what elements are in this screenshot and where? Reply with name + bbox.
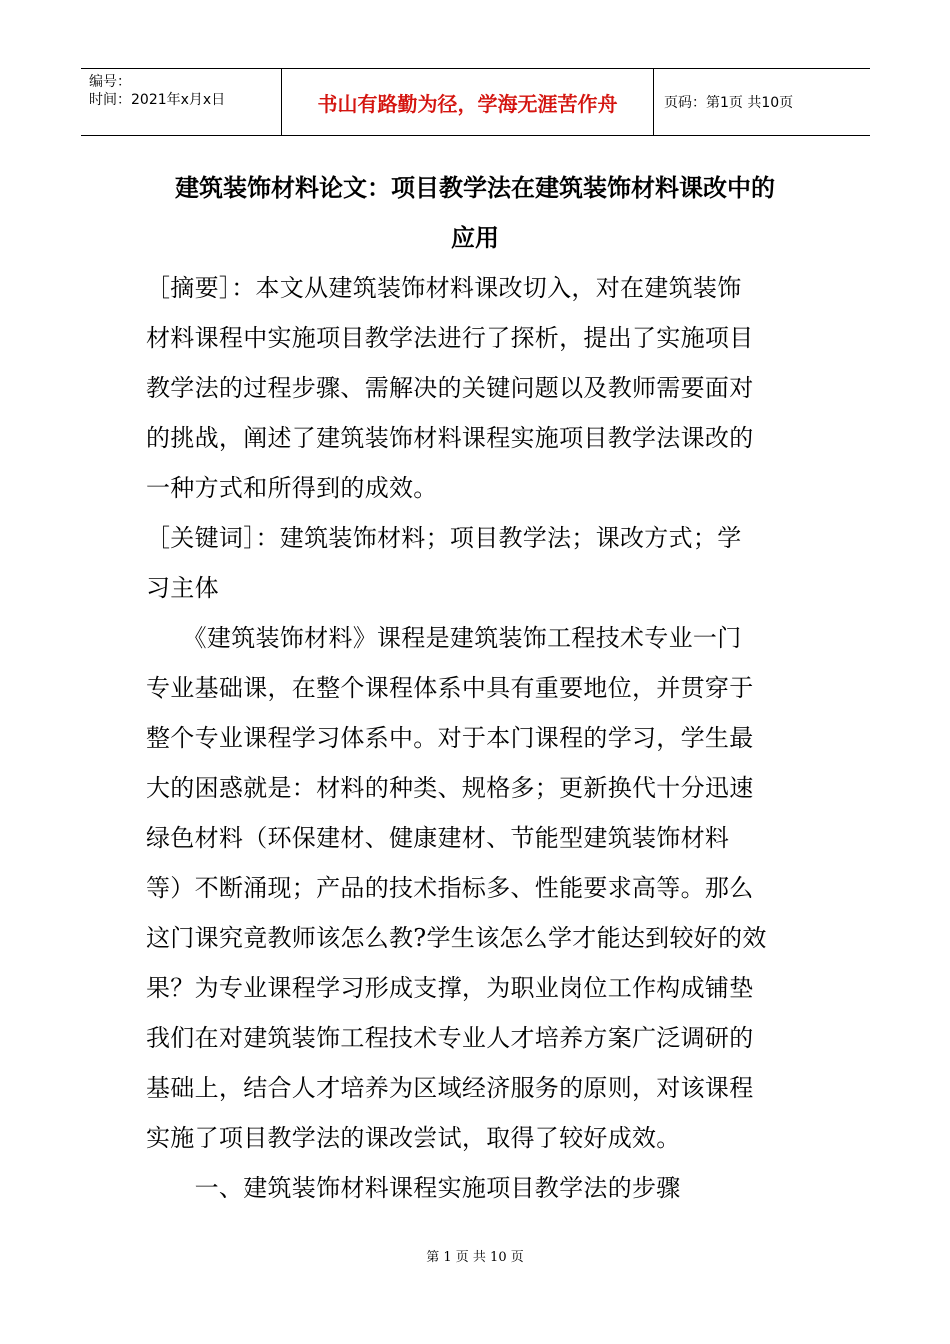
body-line: 专业基础课，在整个课程体系中具有重要地位，并贯穿于 bbox=[146, 674, 754, 702]
body-line: ［关键词］：建筑装饰材料；项目教学法；课改方式；学 bbox=[146, 524, 742, 552]
body-line: 习主体 bbox=[146, 574, 219, 602]
document-number-label: 编号： bbox=[89, 74, 131, 90]
body-line: 我们在对建筑装饰工程技术专业人才培养方案广泛调研的 bbox=[146, 1024, 754, 1052]
section-heading: 一、建筑装饰材料课程实施项目教学法的步骤 bbox=[146, 1174, 681, 1202]
body-line: 《建筑装饰材料》课程是建筑装饰工程技术专业一门 bbox=[146, 624, 742, 652]
document-title-line-2: 应用 bbox=[451, 224, 499, 252]
body-line: 整个专业课程学习体系中。对于本门课程的学习，学生最 bbox=[146, 724, 754, 752]
body-line: 这门课究竟教师该怎么教?学生该怎么学才能达到较好的效 bbox=[146, 924, 767, 952]
body-line: 大的困惑就是：材料的种类、规格多；更新换代十分迅速 bbox=[146, 774, 754, 802]
body-line: 材料课程中实施项目教学法进行了探析，提出了实施项目 bbox=[146, 324, 754, 352]
header-meta-cell bbox=[81, 69, 282, 135]
body-line: 的挑战，阐述了建筑装饰材料课程实施项目教学法课改的 bbox=[146, 424, 754, 452]
header-motto: 书山有路勤为径，学海无涯苦作舟 bbox=[317, 91, 618, 116]
document-title-line-1: 建筑装饰材料论文：项目教学法在建筑装饰材料课改中的 bbox=[175, 174, 775, 202]
body-line: 绿色材料（环保建材、健康建材、节能型建筑装饰材料 bbox=[146, 824, 730, 852]
page-footer: 第 1 页 共 10 页 bbox=[426, 1250, 524, 1265]
body-line: 教学法的过程步骤、需解决的关键问题以及教师需要面对 bbox=[146, 374, 754, 402]
header-page-info: 页码：第1页 共10页 bbox=[664, 95, 794, 111]
header-page-cell bbox=[654, 69, 870, 135]
body-line: 果？为专业课程学习形成支撑，为职业岗位工作构成铺垫 bbox=[146, 974, 754, 1002]
body-line: 基础上，结合人才培养为区域经济服务的原则，对该课程 bbox=[146, 1074, 754, 1102]
body-line: 实施了项目教学法的课改尝试，取得了较好成效。 bbox=[146, 1124, 681, 1152]
body-line: 等）不断涌现；产品的技术指标多、性能要求高等。那么 bbox=[146, 874, 754, 902]
header-motto-cell bbox=[282, 69, 654, 135]
body-line: ［摘要］：本文从建筑装饰材料课改切入，对在建筑装饰 bbox=[146, 274, 742, 302]
document-header bbox=[81, 68, 870, 136]
document-date: 时间：2021年x月x日 bbox=[89, 92, 226, 108]
body-line: 一种方式和所得到的成效。 bbox=[146, 474, 438, 502]
